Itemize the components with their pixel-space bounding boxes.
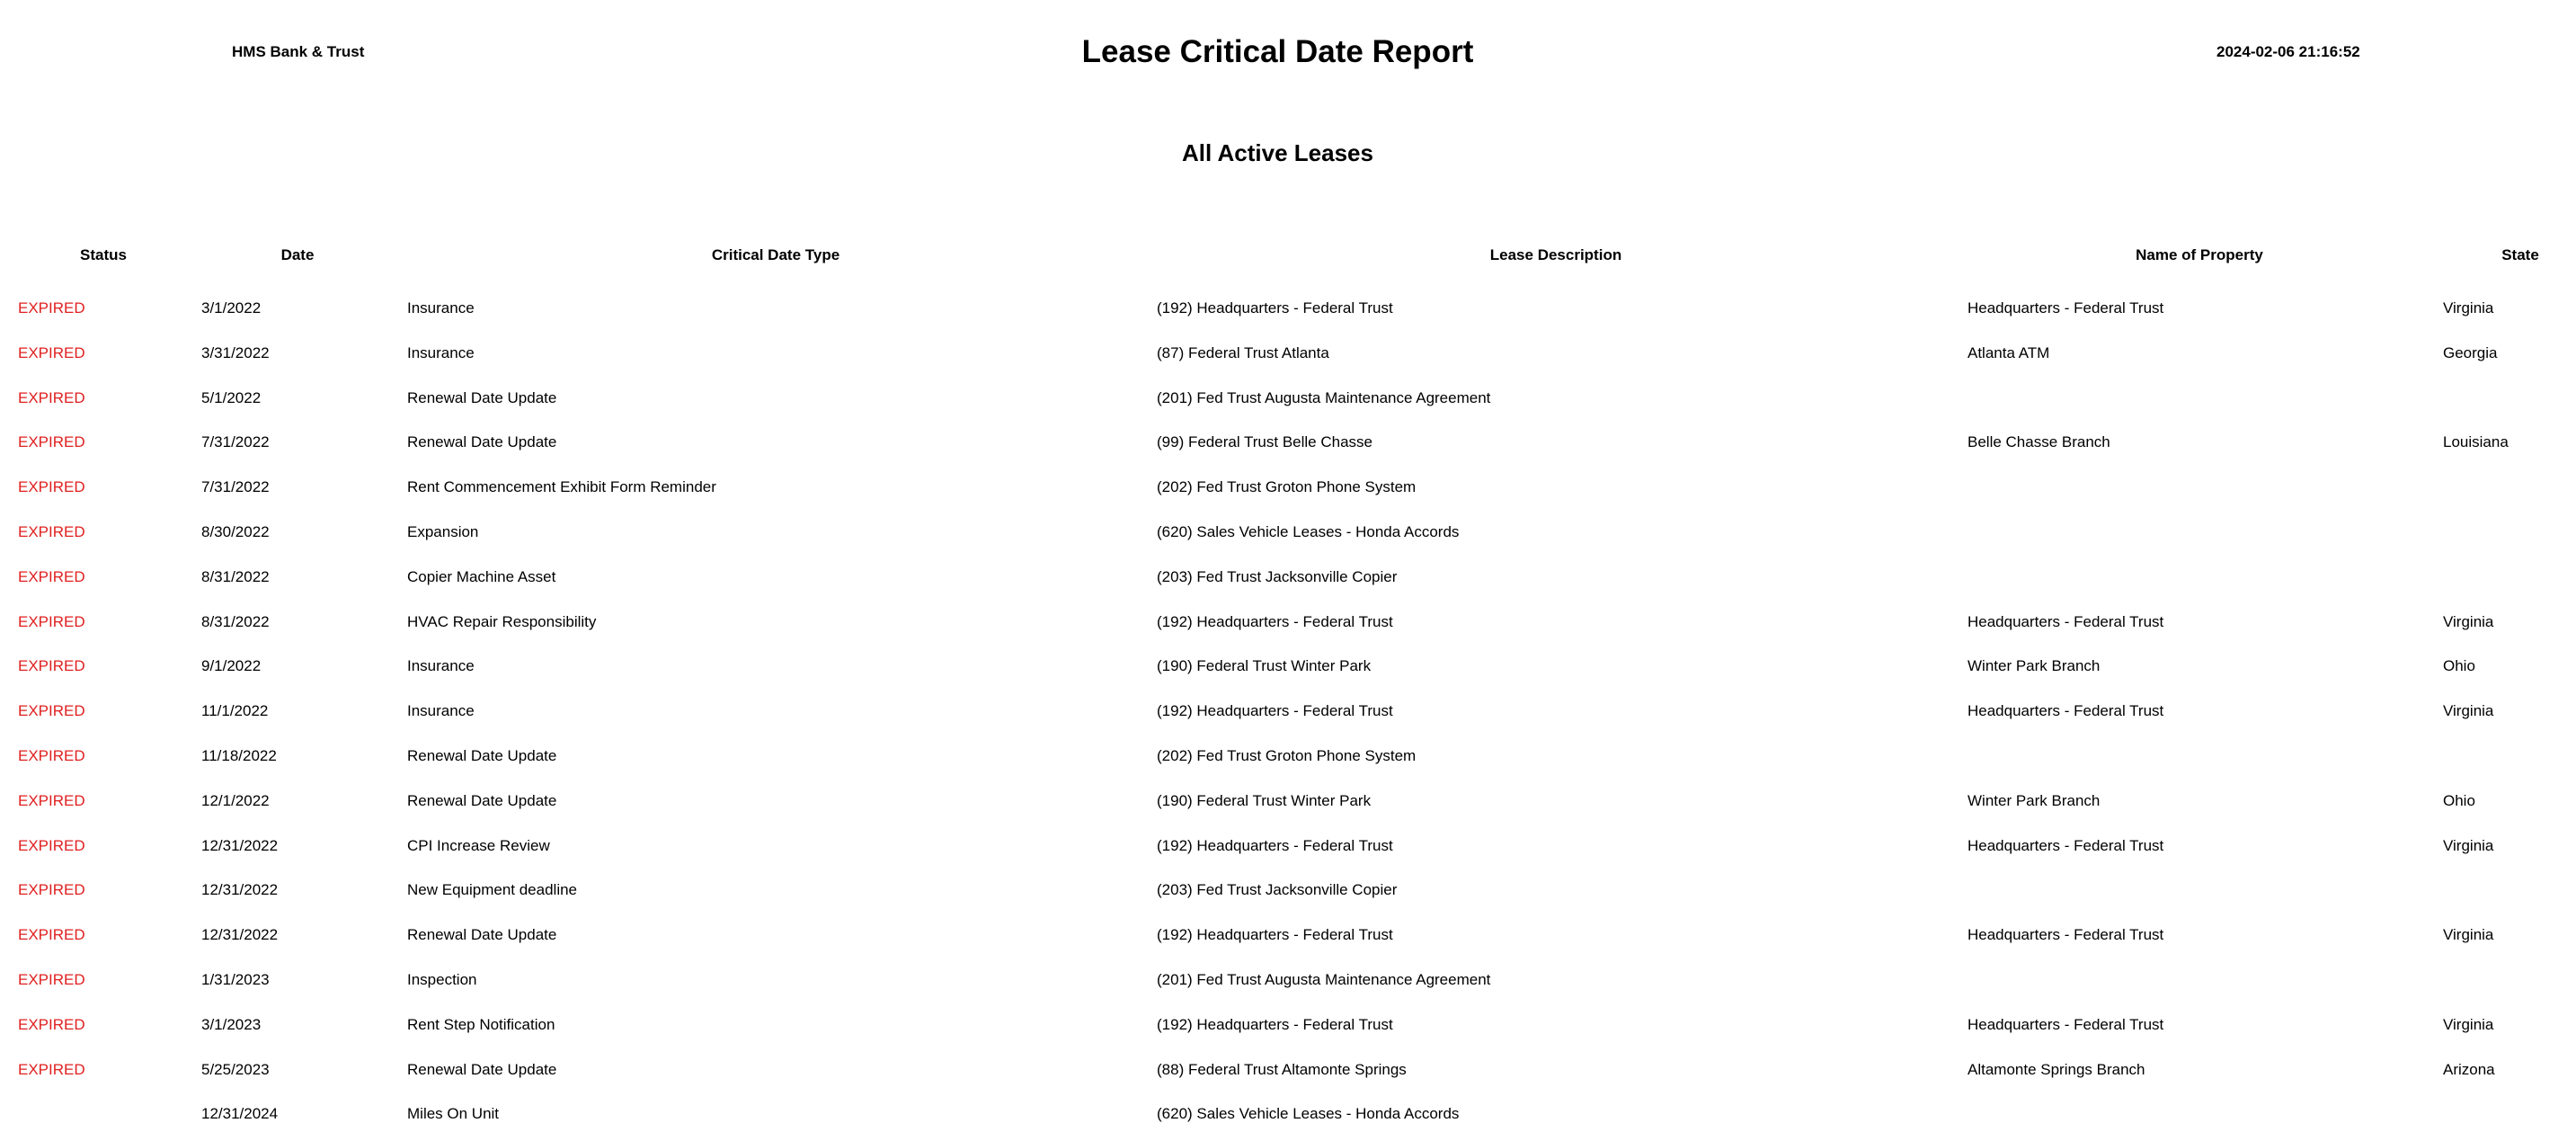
date-cell: 5/25/2023 <box>201 1060 270 1078</box>
column-header-state: State <box>2501 246 2539 263</box>
lease-description-cell: (201) Fed Trust Augusta Maintenance Agreement <box>1157 970 1491 988</box>
property-name-cell: Headquarters - Federal Trust <box>1968 612 2164 630</box>
state-cell: Arizona <box>2443 1060 2495 1078</box>
report-timestamp: 2024-02-06 21:16:52 <box>2216 43 2360 60</box>
status-cell: EXPIRED <box>18 926 85 944</box>
status-cell: EXPIRED <box>18 433 85 451</box>
status-cell: EXPIRED <box>18 478 85 496</box>
column-header-status: Status <box>80 246 127 263</box>
status-cell: EXPIRED <box>18 567 85 585</box>
status-cell: EXPIRED <box>18 657 85 675</box>
table-row <box>0 828 2576 873</box>
table-row <box>0 559 2576 604</box>
status-cell: EXPIRED <box>18 791 85 809</box>
critical-date-type-cell: Renewal Date Update <box>407 746 557 764</box>
state-cell: Virginia <box>2443 836 2494 854</box>
status-cell: EXPIRED <box>18 836 85 854</box>
table-row <box>0 872 2576 917</box>
lease-description-cell: (192) Headquarters - Federal Trust <box>1157 299 1393 316</box>
date-cell: 3/1/2023 <box>201 1015 262 1033</box>
date-cell: 12/1/2022 <box>201 791 270 809</box>
property-name-cell: Headquarters - Federal Trust <box>1968 926 2164 944</box>
state-cell: Georgia <box>2443 343 2498 361</box>
status-cell: EXPIRED <box>18 299 85 316</box>
property-name-cell: Headquarters - Federal Trust <box>1968 299 2164 316</box>
lease-description-cell: (87) Federal Trust Atlanta <box>1157 343 1329 361</box>
table-row <box>0 1052 2576 1097</box>
property-name-cell: Winter Park Branch <box>1968 791 2101 809</box>
state-cell: Virginia <box>2443 612 2494 630</box>
critical-date-type-cell: Inspection <box>407 970 477 988</box>
date-cell: 12/31/2024 <box>201 1105 279 1123</box>
critical-date-type-cell: Insurance <box>407 657 475 675</box>
date-cell: 1/31/2023 <box>201 970 270 988</box>
table-row <box>0 917 2576 962</box>
critical-date-type-cell: Renewal Date Update <box>407 433 557 451</box>
table-row <box>0 514 2576 559</box>
status-cell: EXPIRED <box>18 612 85 630</box>
critical-date-type-cell: Renewal Date Update <box>407 1060 557 1078</box>
lease-description-cell: (192) Headquarters - Federal Trust <box>1157 926 1393 944</box>
table-row <box>0 380 2576 425</box>
date-cell: 7/31/2022 <box>201 433 270 451</box>
critical-date-type-cell: Insurance <box>407 343 475 361</box>
table-row <box>0 783 2576 828</box>
date-cell: 12/31/2022 <box>201 926 279 944</box>
lease-description-cell: (620) Sales Vehicle Leases - Honda Accords <box>1157 522 1460 540</box>
lease-description-cell: (88) Federal Trust Altamonte Springs <box>1157 1060 1407 1078</box>
lease-table-body <box>0 290 2576 1141</box>
lease-description-cell: (192) Headquarters - Federal Trust <box>1157 702 1393 720</box>
lease-description-cell: (192) Headquarters - Federal Trust <box>1157 1015 1393 1033</box>
critical-date-type-cell: Renewal Date Update <box>407 791 557 809</box>
table-row <box>0 693 2576 738</box>
table-row <box>0 469 2576 514</box>
date-cell: 9/1/2022 <box>201 657 262 675</box>
date-cell: 12/31/2022 <box>201 836 279 854</box>
status-cell: EXPIRED <box>18 702 85 720</box>
critical-date-type-cell: Insurance <box>407 702 475 720</box>
state-cell: Virginia <box>2443 1015 2494 1033</box>
lease-description-cell: (203) Fed Trust Jacksonville Copier <box>1157 881 1398 899</box>
column-header-property: Name of Property <box>2136 246 2263 263</box>
property-name-cell: Belle Chasse Branch <box>1968 433 2110 451</box>
critical-date-type-cell: Copier Machine Asset <box>407 567 556 585</box>
critical-date-type-cell: Rent Step Notification <box>407 1015 555 1033</box>
lease-description-cell: (99) Federal Trust Belle Chasse <box>1157 433 1372 451</box>
table-row <box>0 1096 2576 1141</box>
date-cell: 11/18/2022 <box>201 746 277 764</box>
property-name-cell: Altamonte Springs Branch <box>1968 1060 2145 1078</box>
critical-date-type-cell: Insurance <box>407 299 475 316</box>
state-cell: Virginia <box>2443 299 2494 316</box>
critical-date-type-cell: Renewal Date Update <box>407 926 557 944</box>
state-cell: Ohio <box>2443 791 2475 809</box>
lease-description-cell: (201) Fed Trust Augusta Maintenance Agreement <box>1157 388 1491 406</box>
state-cell: Louisiana <box>2443 433 2509 451</box>
status-cell: EXPIRED <box>18 522 85 540</box>
status-cell: EXPIRED <box>18 1060 85 1078</box>
table-row <box>0 648 2576 693</box>
critical-date-type-cell: Renewal Date Update <box>407 388 557 406</box>
critical-date-type-cell: HVAC Repair Responsibility <box>407 612 597 630</box>
status-cell: EXPIRED <box>18 1015 85 1033</box>
critical-date-type-cell: Expansion <box>407 522 479 540</box>
table-row <box>0 424 2576 469</box>
status-cell: EXPIRED <box>18 970 85 988</box>
column-header-lease-description: Lease Description <box>1489 246 1622 263</box>
lease-description-cell: (192) Headquarters - Federal Trust <box>1157 612 1393 630</box>
date-cell: 8/31/2022 <box>201 567 270 585</box>
property-name-cell: Headquarters - Federal Trust <box>1968 836 2164 854</box>
column-header-critical-date-type: Critical Date Type <box>711 246 840 263</box>
status-cell: EXPIRED <box>18 388 85 406</box>
lease-description-cell: (190) Federal Trust Winter Park <box>1157 657 1372 675</box>
state-cell: Ohio <box>2443 657 2475 675</box>
table-row <box>0 962 2576 1007</box>
critical-date-type-cell: CPI Increase Review <box>407 836 550 854</box>
date-cell: 11/1/2022 <box>201 702 269 720</box>
date-cell: 8/30/2022 <box>201 522 270 540</box>
report-subtitle: All Active Leases <box>1182 139 1373 166</box>
table-row <box>0 738 2576 783</box>
critical-date-type-cell: New Equipment deadline <box>407 881 578 899</box>
property-name-cell: Atlanta ATM <box>1968 343 2050 361</box>
date-cell: 5/1/2022 <box>201 388 262 406</box>
state-cell: Virginia <box>2443 926 2494 944</box>
critical-date-type-cell: Rent Commencement Exhibit Form Reminder <box>407 478 716 496</box>
lease-description-cell: (203) Fed Trust Jacksonville Copier <box>1157 567 1398 585</box>
date-cell: 3/1/2022 <box>201 299 262 316</box>
property-name-cell: Headquarters - Federal Trust <box>1968 1015 2164 1033</box>
report-title: Lease Critical Date Report <box>1081 34 1474 69</box>
lease-description-cell: (192) Headquarters - Federal Trust <box>1157 836 1393 854</box>
property-name-cell: Headquarters - Federal Trust <box>1968 702 2164 720</box>
lease-description-cell: (202) Fed Trust Groton Phone System <box>1157 478 1417 496</box>
table-row <box>0 335 2576 380</box>
state-cell: Virginia <box>2443 702 2494 720</box>
company-name: HMS Bank & Trust <box>232 43 365 60</box>
date-cell: 3/31/2022 <box>201 343 270 361</box>
status-cell: EXPIRED <box>18 881 85 899</box>
lease-description-cell: (620) Sales Vehicle Leases - Honda Accords <box>1157 1105 1460 1123</box>
table-row <box>0 604 2576 649</box>
table-row <box>0 1007 2576 1052</box>
critical-date-type-cell: Miles On Unit <box>407 1105 500 1123</box>
table-row <box>0 290 2576 335</box>
date-cell: 12/31/2022 <box>201 881 279 899</box>
date-cell: 8/31/2022 <box>201 612 270 630</box>
status-cell: EXPIRED <box>18 746 85 764</box>
lease-description-cell: (190) Federal Trust Winter Park <box>1157 791 1372 809</box>
property-name-cell: Winter Park Branch <box>1968 657 2101 675</box>
date-cell: 7/31/2022 <box>201 478 270 496</box>
lease-description-cell: (202) Fed Trust Groton Phone System <box>1157 746 1417 764</box>
status-cell: EXPIRED <box>18 343 85 361</box>
column-header-date: Date <box>280 246 315 263</box>
